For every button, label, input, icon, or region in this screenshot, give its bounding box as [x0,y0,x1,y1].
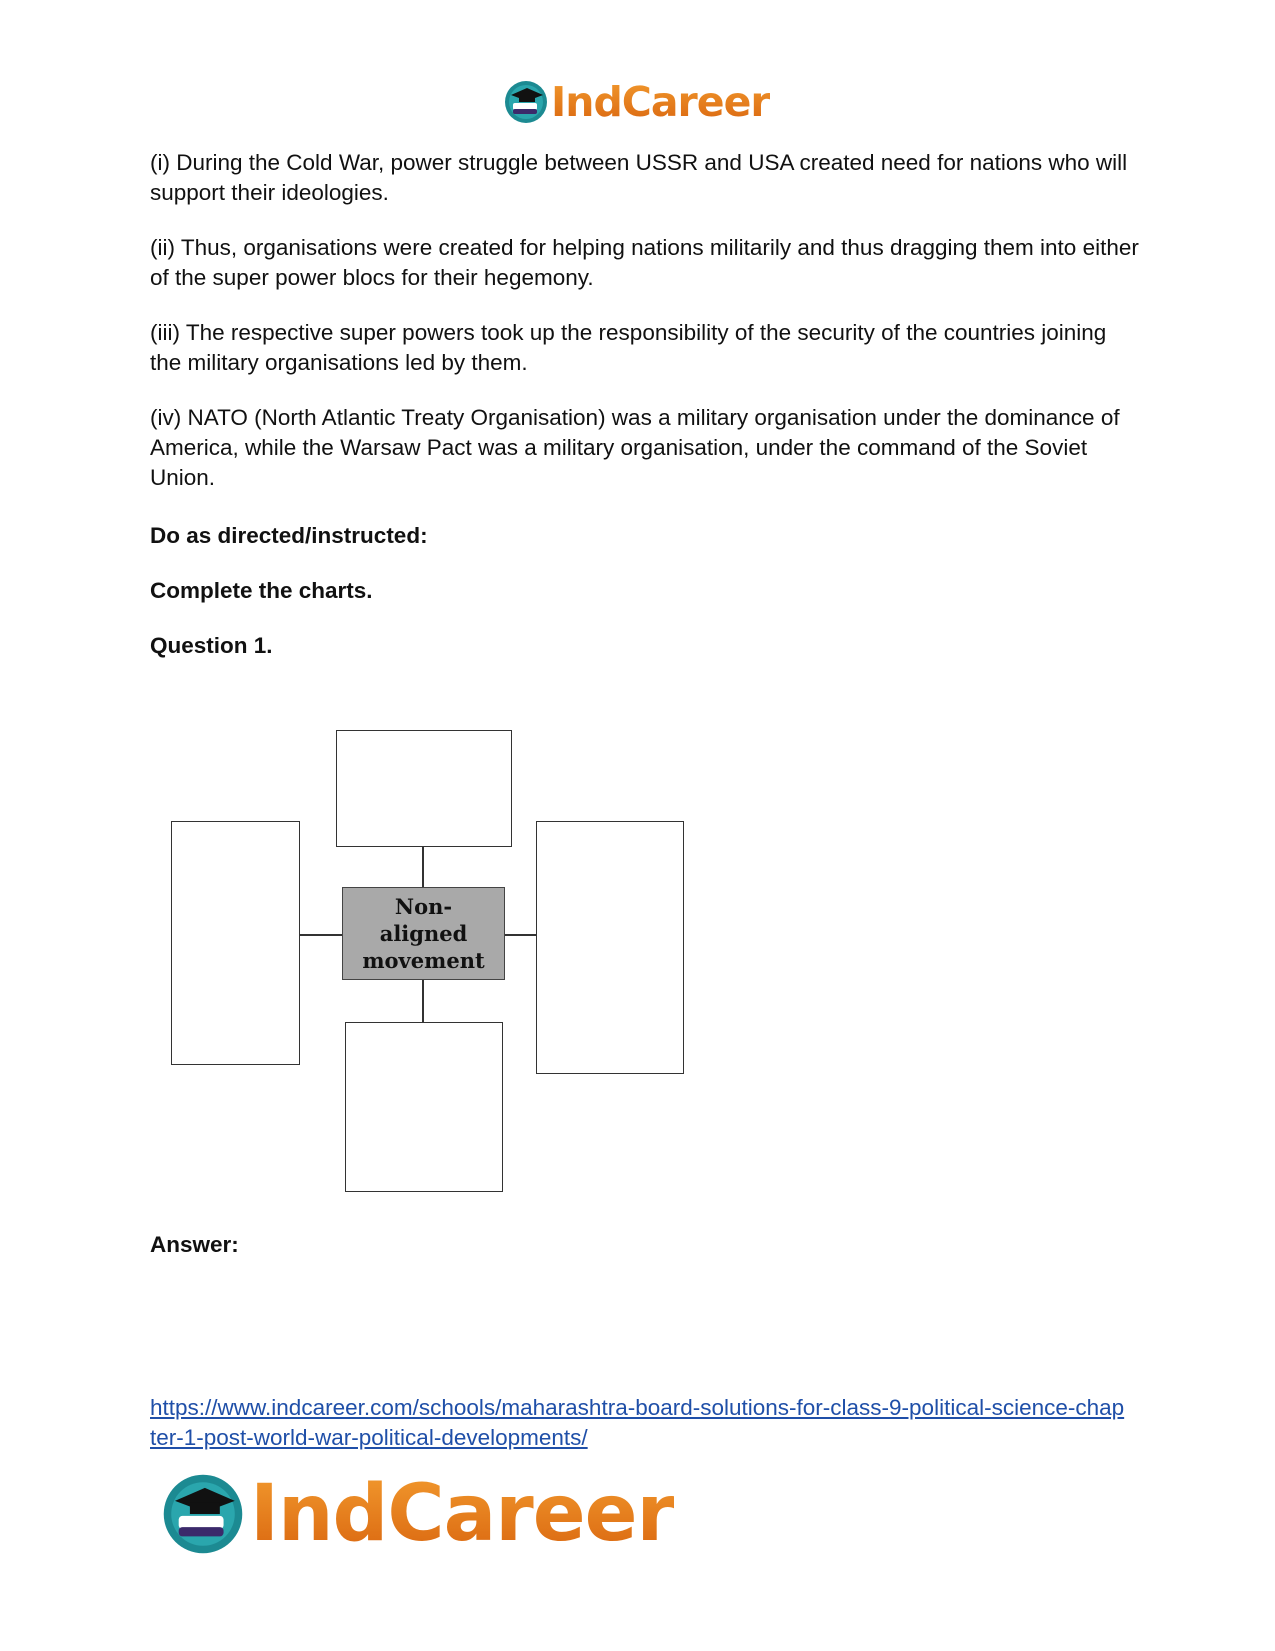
empty-box-bottom [345,1022,503,1192]
footer-logo-text: IndCareer [250,1469,674,1559]
concept-chart [150,700,690,1200]
question-heading: Question 1. [150,633,273,658]
source-link[interactable]: https://www.indcareer.com/schools/maharashtra-board-solutions-for-class-9-political-science-chapter-1-post-world-war-political-developments/ [150,1395,1125,1450]
connector-left [300,934,344,936]
answer-paragraphs [150,148,1140,518]
answer-label: Answer: [150,1232,239,1257]
connector-right [504,934,538,936]
header-logo [503,78,770,126]
header-logo-text: IndCareer [551,78,770,126]
directive-heading: Do as directed/instructed: [150,523,428,548]
paragraph-4: (iv) NATO (North Atlantic Treaty Organisation) was a military organisation under the dominance of America, while the Warsaw Pact was a military organisation, under the command of the Soviet Union. [150,405,1120,490]
connector-top [422,847,424,889]
empty-box-top [336,730,512,847]
footer-logo [160,1468,674,1560]
paragraph-2: (ii) Thus, organisations were created for helping nations militarily and thus dragging them into either of the super power blocs for their hegemony. [150,235,1139,290]
center-node-label: Non-aligned movement [342,887,505,980]
graduation-cap-book-icon [503,79,549,125]
paragraph-1: (i) During the Cold War, power struggle between USSR and USA created need for nations who will support their ideologies. [150,150,1128,205]
empty-box-left [171,821,300,1065]
paragraph-3: (iii) The respective super powers took up the responsibility of the security of the countries joining the military organisations led by them. [150,320,1107,375]
task-heading: Complete the charts. [150,578,373,603]
graduation-cap-book-icon [160,1471,246,1557]
connector-bottom [422,980,424,1022]
empty-box-right [536,821,684,1074]
